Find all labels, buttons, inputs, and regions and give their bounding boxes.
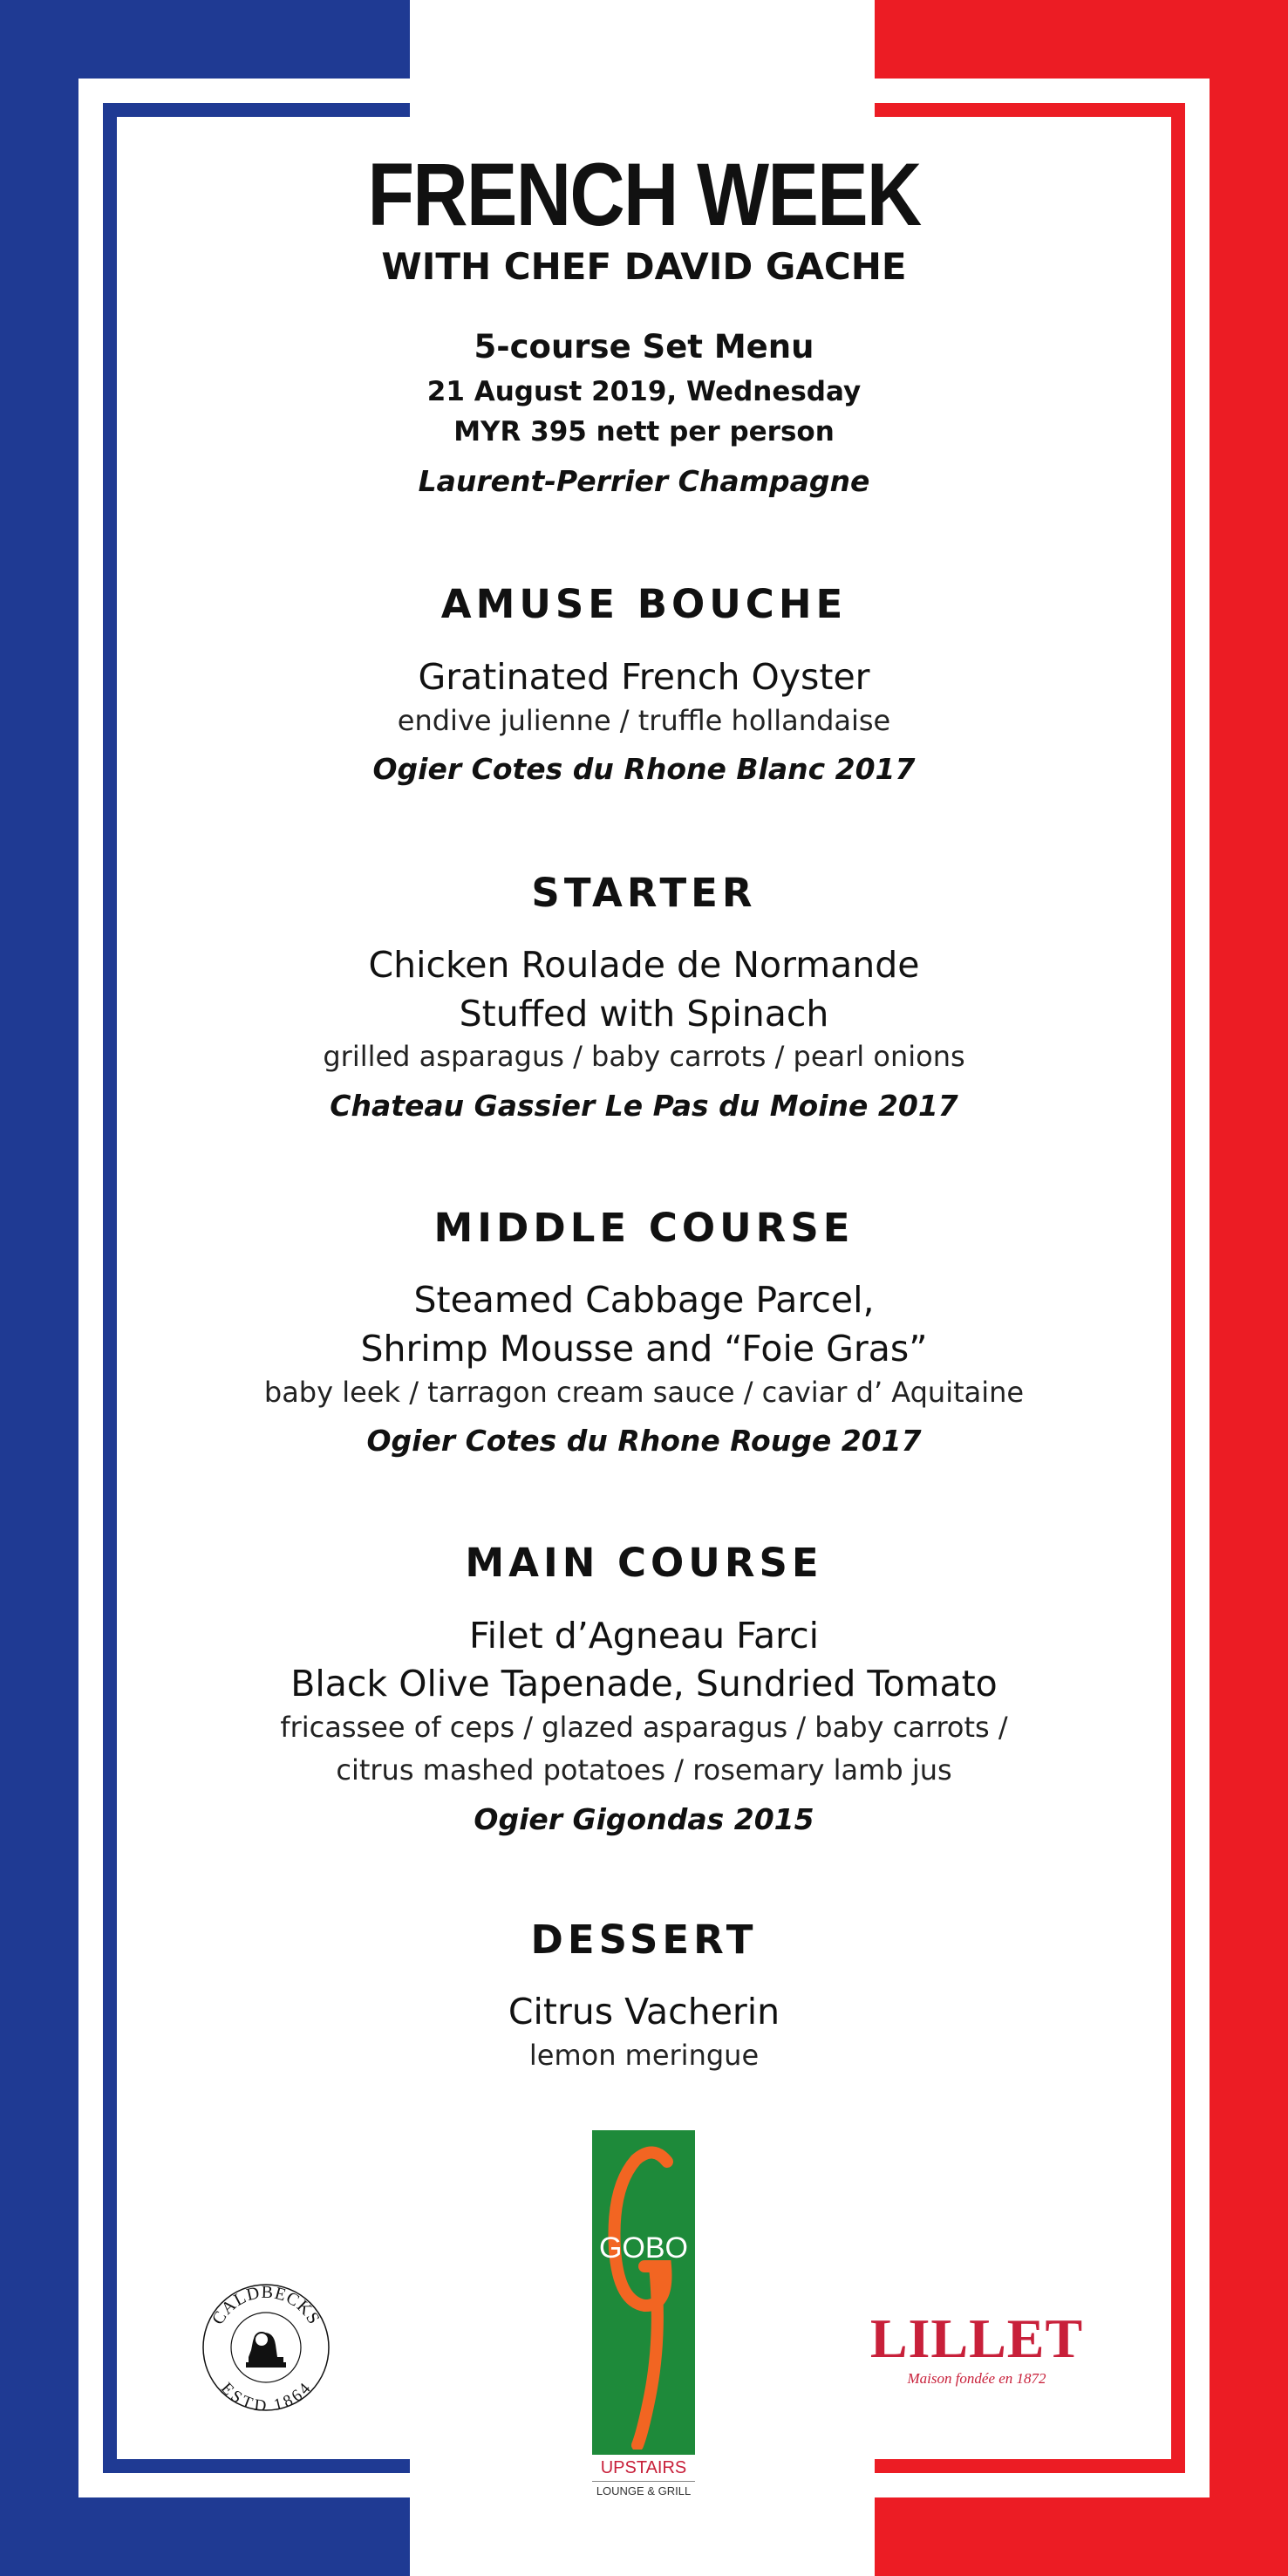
caldbecks-logo [201,2282,331,2413]
welcome-drink: Laurent-Perrier Champagne [418,464,870,498]
lillet-logo [863,2308,1090,2388]
course-heading-middle-course: MIDDLE COURSE [433,1205,855,1251]
menu-type: 5-course Set Menu [474,328,814,366]
dish-line: Citrus Vacherin [508,1991,780,2033]
dish-line: Shrimp Mousse and “Foie Gras” [360,1328,928,1370]
caldbecks-estd: ESTD 1864 [216,2379,316,2413]
course-heading-starter: STARTER [531,870,757,916]
gobo-name: GOBO [598,2231,689,2265]
dish-line: Gratinated French Oyster [418,656,870,698]
gobo-upstairs: UPSTAIRS [600,2458,687,2477]
wine-pairing: Ogier Gigondas 2015 [474,1802,814,1836]
wine-pairing: Ogier Cotes du Rhone Blanc 2017 [372,752,916,786]
gobo-logo [592,2130,695,2502]
dish-description: citrus mashed potatoes / rosemary lamb jus [336,1753,952,1787]
lion-icon [246,2333,286,2368]
lillet-name: LILLET [869,2307,1084,2369]
wine-pairing: Ogier Cotes du Rhone Rouge 2017 [366,1424,922,1458]
price: MYR 395 nett per person [453,416,835,448]
svg-text:CALDBECKS [208,2283,324,2328]
dish-description: endive julienne / truffle hollandaise [397,704,891,737]
dish-line: Stuffed with Spinach [459,993,829,1035]
event-date: 21 August 2019, Wednesday [426,376,862,407]
dish-line: Black Olive Tapenade, Sundried Tomato [290,1663,998,1705]
menu-title: FRENCH WEEK [367,145,921,244]
menu-subtitle: WITH CHEF DAVID GACHE [381,245,907,288]
dish-line: Filet d’Agneau Farci [468,1615,820,1657]
course-heading-main-course: MAIN COURSE [465,1540,823,1586]
gobo-divider [592,2481,695,2482]
dish-description: lemon meringue [528,2039,760,2072]
dish-description: fricassee of ceps / glazed asparagus / baby carrots / [280,1711,1008,1744]
caldbecks-name: CALDBECKS [208,2282,324,2328]
lillet-tagline: Maison fondée en 1872 [907,2370,1046,2387]
dish-line: Steamed Cabbage Parcel, [413,1279,875,1321]
gobo-g-icon [592,2135,695,2450]
svg-text:ESTD 1864 [217,2379,315,2413]
dish-description: baby leek / tarragon cream sauce / caviar d’ Aquitaine [263,1376,1025,1409]
dish-line: Chicken Roulade de Normande [368,944,920,986]
dish-description: grilled asparagus / baby carrots / pearl onions [323,1040,965,1073]
wine-pairing: Chateau Gassier Le Pas du Moine 2017 [330,1089,958,1123]
gobo-lounge: LOUNGE & GRILL [596,2484,692,2497]
course-heading-amuse-bouche: AMUSE BOUCHE [440,581,848,627]
course-heading-dessert: DESSERT [530,1917,758,1963]
